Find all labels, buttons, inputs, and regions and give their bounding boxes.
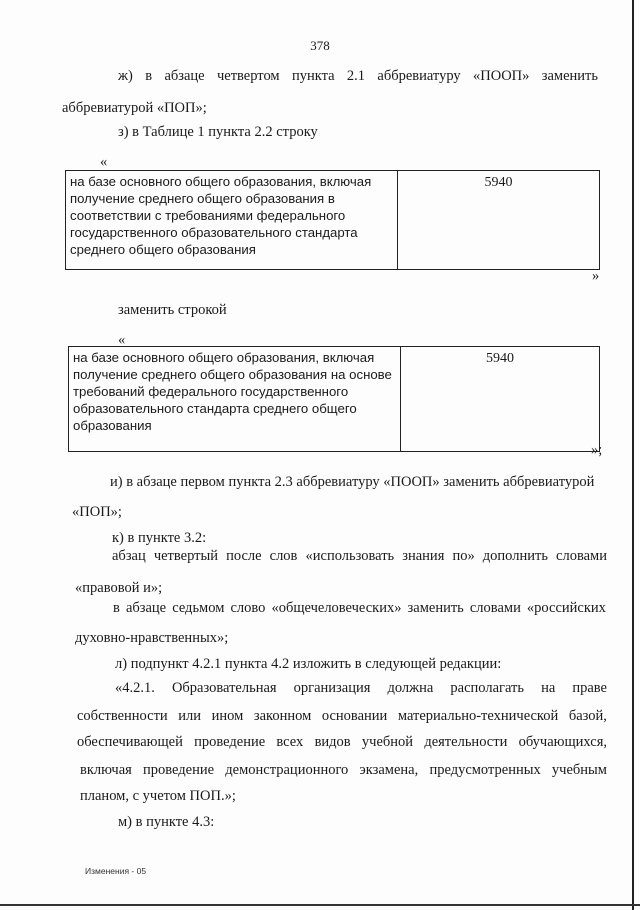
para-zh-line1: ж) в абзаце четвертом пункта 2.1 аббревиатуру «ПООП» заменить [118, 68, 598, 84]
table-old-value: 5940 [484, 175, 513, 190]
para-i-line1: и) в абзаце первом пункта 2.3 аббревиатуру «ПООП» заменить аббревиатурой [110, 474, 595, 490]
page-edge-right [632, 0, 634, 910]
para-abz7-line2: духовно-нравственных»; [75, 630, 229, 646]
table-old-row [65, 170, 600, 270]
para-421-line5: планом, с учетом ПОП.»; [80, 788, 236, 804]
page-number: 378 [310, 38, 330, 53]
close-quote-1: » [592, 268, 600, 284]
footer-note: Изменения - 05 [85, 866, 147, 876]
para-421-line1: «4.2.1. Образовательная организация должна располагать на праве [115, 680, 607, 696]
table-new-value: 5940 [486, 351, 514, 366]
page-edge-bottom [0, 904, 640, 906]
para-z: з) в Таблице 1 пункта 2.2 строку [118, 124, 318, 140]
replace-label: заменить строкой [118, 302, 227, 318]
para-421-line4: включая проведение демонстрационного экзамена, предусмотренных учебным [80, 762, 607, 778]
table-old-description: на базе основного общего образования, включая получение среднего общего образования в соответствии с требованиями федерального государственного образовательного стандарта среднего общего образования [66, 171, 398, 269]
para-i-line2: «ПОП»; [72, 504, 122, 520]
para-zh-line2: аббревиатурой «ПОП»; [62, 100, 207, 116]
para-abz4-line1: абзац четвертый после слов «использовать знания по» дополнить словами [112, 548, 607, 564]
para-l: л) подпункт 4.2.1 пункта 4.2 изложить в следующей редакции: [115, 656, 502, 672]
close-quote-2: »; [591, 442, 603, 458]
para-abz4-line2: «правовой и»; [75, 580, 163, 596]
table-new-description: на базе основного общего образования, включая получение среднего общего образования на основе требований федерального государственного образовательного стандарта среднего общего образования [69, 347, 401, 451]
para-abz7-line1: в абзаце седьмом слово «общечеловеческих» заменить словами «российских [113, 600, 606, 616]
para-m: м) в пункте 4.3: [118, 814, 215, 830]
para-k: к) в пункте 3.2: [112, 530, 207, 546]
para-421-line3: обеспечивающей проведение всех видов учебной деятельности обучающихся, [77, 734, 607, 750]
open-quote-1: « [100, 154, 108, 170]
para-421-line2: собственности или ином законном основании материально-технической базой, [77, 708, 607, 724]
table-new-row [68, 346, 600, 452]
open-quote-2: « [118, 332, 126, 348]
